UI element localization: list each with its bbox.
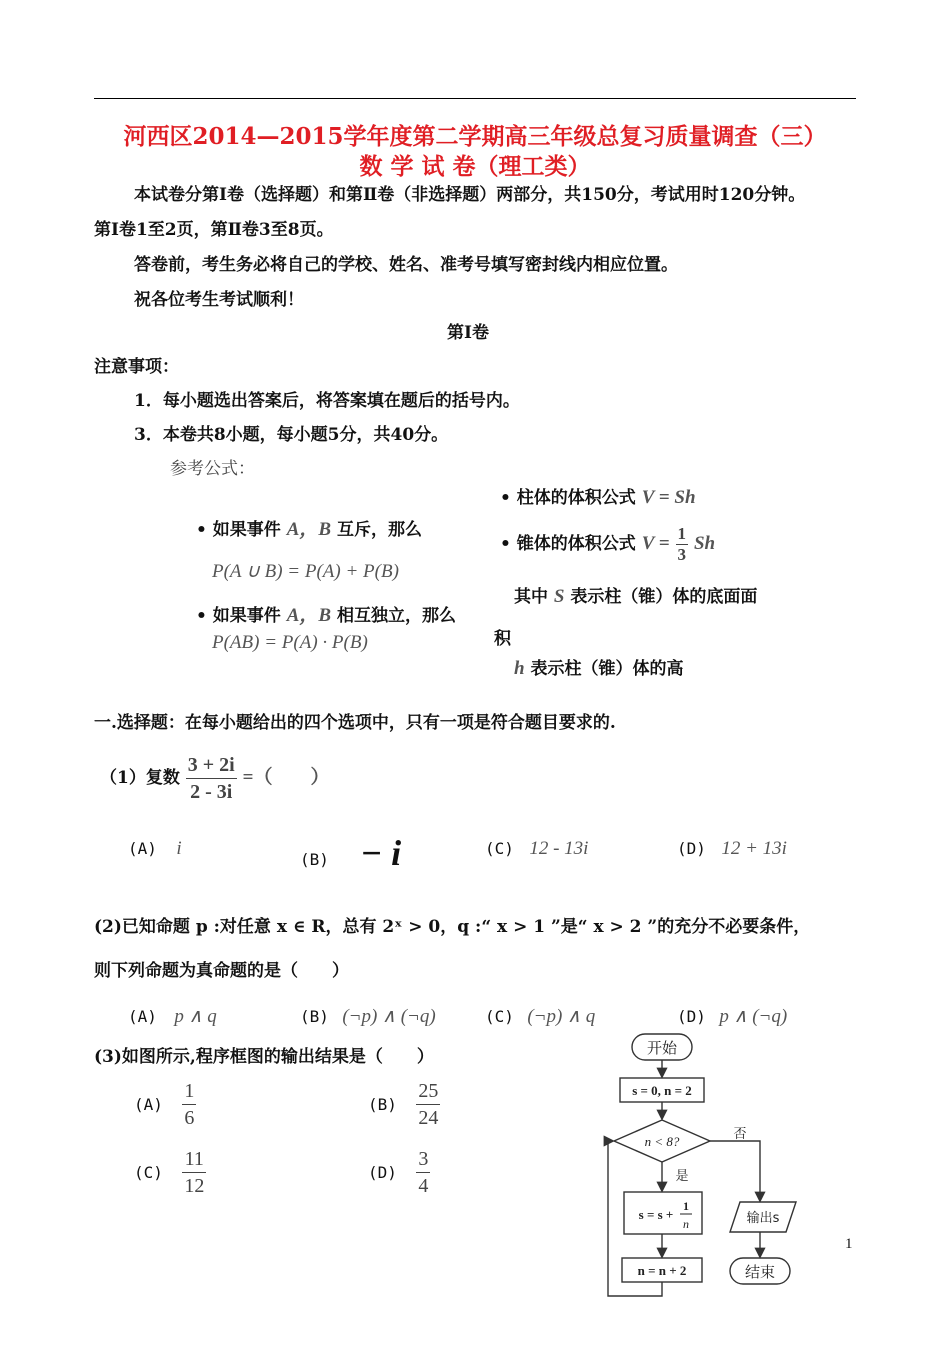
flow-condition-label: n < 8? xyxy=(644,1134,680,1149)
q2-option-d[interactable]: (D) p ∧ (¬q) xyxy=(677,1006,788,1027)
formula-prism-volume: • 柱体的体积公式 V = Sh xyxy=(500,487,696,508)
q3-option-c[interactable]: (C) $\frac{11}{12}$ xyxy=(134,1148,205,1197)
header-rule xyxy=(94,98,856,99)
formula-exclusive-eq: P(A ∪ B) = P(A) + P(B) xyxy=(212,561,399,582)
formula-note-s: 其中 S 表示柱（锥）体的底面面 xyxy=(514,586,758,607)
flow-no-label: 否 xyxy=(733,1127,747,1142)
flow-update-s-label: s = s + xyxy=(638,1207,674,1222)
question-3: (3)如图所示,程序框图的输出结果是（ ） xyxy=(94,1047,434,1067)
q1-option-c[interactable]: (C) 12 - 13i xyxy=(485,838,589,859)
section-title: 第Ⅰ卷 xyxy=(447,323,489,343)
q3-option-a[interactable]: (A) $\frac{1}{6}$ xyxy=(134,1080,195,1129)
q1-option-a[interactable]: (A) i xyxy=(128,838,182,859)
intro-line-2: 第Ⅰ卷1至2页，第Ⅱ卷3至8页。 xyxy=(94,220,334,240)
flow-update-s-den: n xyxy=(683,1217,689,1231)
flow-update-s-num: 1 xyxy=(683,1199,689,1213)
intro-line-4: 祝各位考生考试顺利！ xyxy=(134,290,304,310)
q2-option-a[interactable]: (A) p ∧ q xyxy=(128,1006,217,1027)
q2-option-b[interactable]: (B) (¬p) ∧ (¬q) xyxy=(300,1006,436,1027)
formula-cone-volume: • 锥体的体积公式 V = $\frac{1}{3}$ Sh xyxy=(500,524,716,564)
question-1: （1）复数 $\frac{3 + 2i}{2 - 3i}$ =（ ） xyxy=(100,754,330,803)
q3-option-d[interactable]: (D) $\frac{3}{4}$ xyxy=(368,1148,429,1197)
intro-line-3: 答卷前，考生务必将自己的学校、姓名、准考号填写密封线内相应位置。 xyxy=(134,255,678,275)
note-1: 1．每小题选出答案后，将答案填在题后的括号内。 xyxy=(134,391,520,411)
exam-title: 河西区2014—2015学年度第二学期高三年级总复习质量调查（三） xyxy=(123,123,827,150)
question-2-line-1: (2)已知命题 p :对任意 x ∈ R，总有 2ˣ > 0，q :“ x > 1 ”是“ x > 2 ”的充分不必要条件， xyxy=(94,917,811,937)
flow-end-label: 结束 xyxy=(744,1263,776,1281)
formula-exclusive: • 如果事件 A，B 互斥，那么 xyxy=(196,519,422,540)
formula-note-s-cont: 积 xyxy=(494,629,511,649)
part1-heading: 一.选择题：在每小题给出的四个选项中，只有一项是符合题目要求的. xyxy=(94,713,616,733)
flow-yes-label: 是 xyxy=(675,1169,689,1184)
exam-subtitle: 数 学 试 卷（理工类） xyxy=(359,153,591,180)
flow-start-label: 开始 xyxy=(646,1039,678,1057)
q1-option-d[interactable]: (D) 12 + 13i xyxy=(677,838,787,859)
formula-note-h: h 表示柱（锥）体的高 xyxy=(514,658,684,679)
note-2: 3．本卷共8小题，每小题5分，共40分。 xyxy=(134,425,449,445)
page-number: 1 xyxy=(845,1236,853,1252)
formula-independent: • 如果事件 A，B 相互独立，那么 xyxy=(196,605,456,626)
formula-independent-eq: P(AB) = P(A) · P(B) xyxy=(212,632,368,653)
flow-init-label: s = 0, n = 2 xyxy=(632,1083,692,1098)
q1-option-b[interactable]: (B) − i xyxy=(300,833,402,873)
program-flowchart xyxy=(600,1030,810,1305)
flow-update-n-label: n = n + 2 xyxy=(637,1263,687,1278)
q3-option-b[interactable]: (B) $\frac{25}{24}$ xyxy=(368,1080,439,1129)
notes-title: 注意事项： xyxy=(94,357,179,377)
flow-output-label: 输出s xyxy=(746,1211,780,1226)
question-2-line-2: 则下列命题为真命题的是（ ） xyxy=(94,961,349,981)
q2-option-c[interactable]: (C) (¬p) ∧ q xyxy=(485,1006,596,1027)
reference-formula-title: 参考公式： xyxy=(170,459,255,479)
intro-line-1: 本试卷分第Ⅰ卷（选择题）和第Ⅱ卷（非选择题）两部分，共150分，考试用时120分钟。 xyxy=(134,185,806,205)
